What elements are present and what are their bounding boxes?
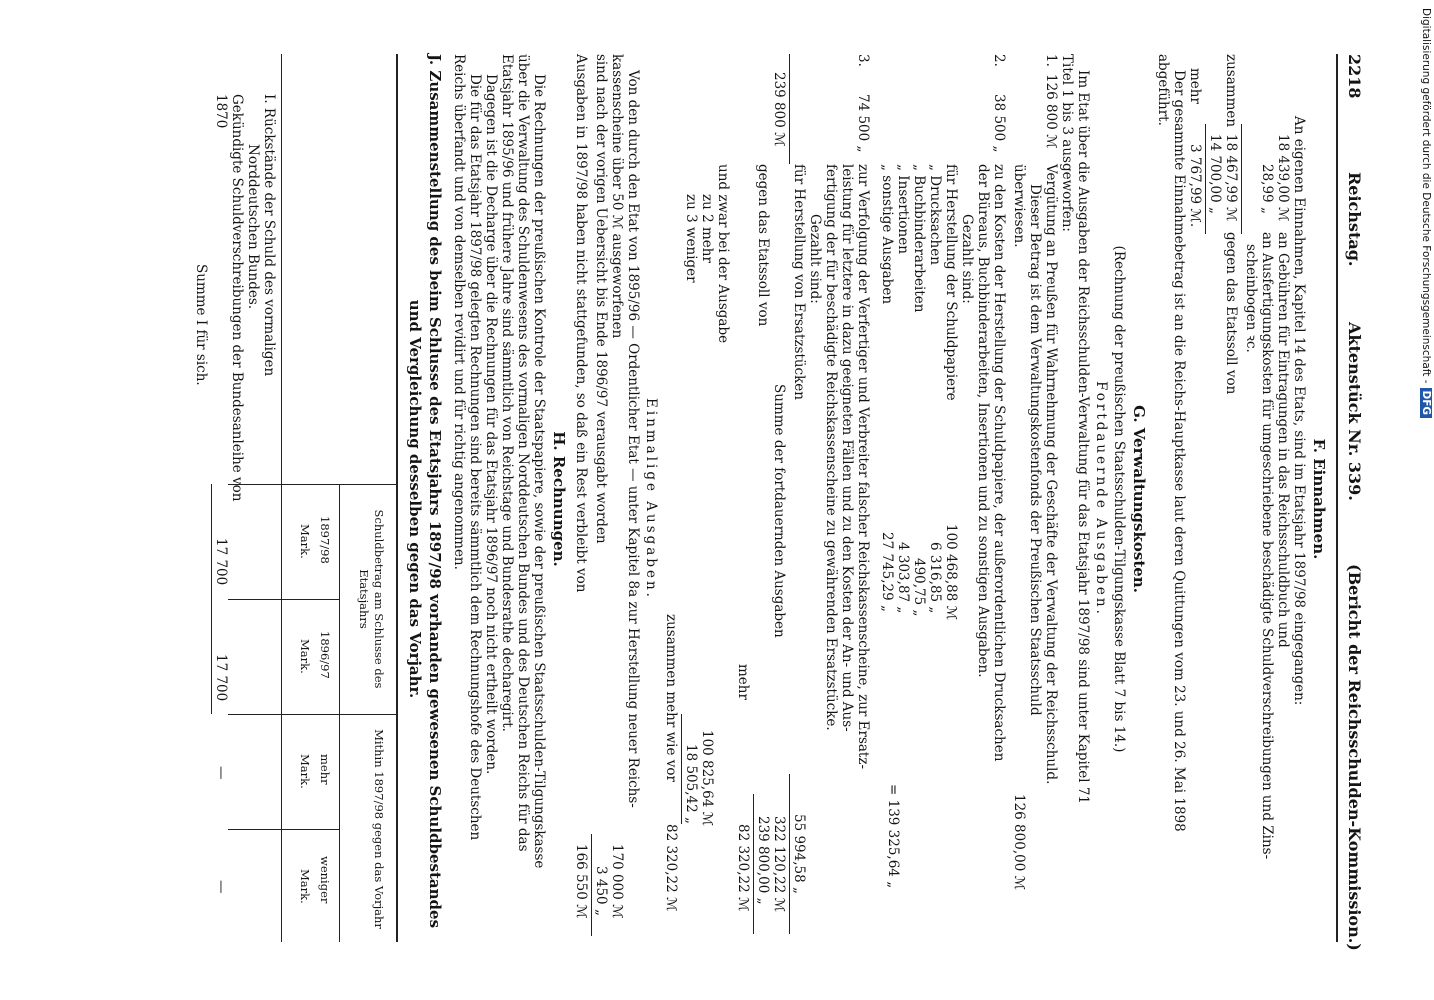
f-mehr-label: mehr [1187,68,1203,104]
section-h-title: H. Rechnungen. [550,431,568,567]
table-vline [228,714,398,715]
g-left-rule [789,54,790,164]
g-t2-num: 2. [991,54,1007,67]
g-t3-num: 3. [855,54,871,67]
section-g-title: G. Verwaltungskosten. [1130,405,1148,593]
g-mehr-amount: 82 320,22 ℳ [735,824,751,912]
g-t2-text2: der Büreaus, Buchbinderarbeiten, Insertionen und zu sonstigen Ausgaben. [975,164,991,678]
g-t2-amount: 38 500 „ [991,94,1007,153]
h-p5: Die für das Etatsjahr 1897/98 gelegten Rechnungen sind bereits sämmtlich dem Rechnungshofe des Deutschen [467,74,483,841]
header-rule [1336,54,1338,942]
g-soll-amount: 239 800,00 „ [755,816,771,905]
dfg-logo: DFG [1420,388,1432,419]
g-zwar: und zwar bei der Ausgabe [715,164,731,344]
g-t2-result: = 139 325,64 „ [885,784,901,889]
g-t1-amount: 126 800 ℳ [1043,74,1059,149]
f-closing-1: Der gesammte Einnahmebetrag ist an die Reichs-Hauptkasse laut deren Quittungen vom 23. und 26. Mai 1898 [1171,70,1187,832]
f-r1-text: an Gebühren für Eintragungen in das Reichsschuldbuch und [1275,232,1291,648]
g-subtitle: (Rechnung der preußischen Staatsschulden-Tilgungskasse Blatt 7 bis 14.) [1111,245,1127,753]
h-p1: Die Rechnungen der preußischen Kontrole der Staatspapiere, sowie der preußischen Staatsschulden-Tilgungskasse [531,74,547,869]
table-head-rule [281,54,282,942]
g-intro-2: Titel 1 bis 3 ausgeworfen: [1059,54,1075,232]
g-right-rule [789,774,790,934]
row1-1896: 17 700 [213,654,229,702]
h-p2: über die Verwaltung des Schuldenwesens des vormaligen Norddeutschen Bundes und des Deutschen Reichs für das [515,54,531,852]
g-e-amount1: 170 000 ℳ [609,844,625,919]
g-t2-text: zu den Kosten der Herstellung der Schuldpapiere, der außerordentlichen Drucksachen [991,164,1007,762]
table-vline [228,599,340,600]
g-t3-gezahlt: Gezahlt sind: [807,214,823,304]
row1-label: Gekündigte Schuldverschreibungen der Bundesanleihe von [229,94,245,502]
g-e-text4: Ausgaben in 1897/98 haben nicht stattgefunden, so daß ein Rest verbleibt von [573,54,589,593]
g-t1-text3: überwiesen. [1011,164,1027,248]
g-e-amount3: 166 550 ℳ [573,844,589,919]
col-unit: Mark. [298,754,312,789]
col-weniger: weniger [318,856,332,904]
f-total-label: zusammen [1223,54,1239,128]
g-zu2-label: zu 2 mehr [699,194,715,263]
summe-label: Summe I für sich. [193,264,209,386]
f-mehr-amount: 3 767,99 ℳ. [1187,144,1203,228]
row1-sum-rule [211,484,212,714]
g-t1-num: 1. [1043,54,1059,67]
g-e-text2: kassenscheine über 50 ℳ ausgeworfenen [609,54,625,339]
table-top-rule [396,54,398,942]
dfg-credit [1420,8,1432,418]
col-mehr: mehr [318,754,332,785]
g-zu3-label: zu 3 weniger [683,194,699,283]
g-zusammen-label: zusammen mehr wie vor [663,614,679,782]
g-t2-item-amount: 490,75 „ [911,558,927,617]
table-vline [228,484,398,485]
g-e-text1: Von den durch den Etat von 1895/96 — Ordentlicher Etat — unter Kapitel 8a zur Herstellung neuer Reichs- [625,70,641,808]
g-t2-item-amount: 4 303,87 „ [895,542,911,614]
table-section-label2: Norddeutschen Bundes. [245,144,261,310]
g-gezahlt: Gezahlt sind: [959,214,975,304]
credit-text: Digitalisierung gefördert durch die Deutsche Forschungsgemeinschaft - [1420,8,1432,384]
table-section-label: I. Rückstände der Schuld des vormaligen [261,94,277,377]
h-p3: Etatsjahr 1895/96 und frühere Jahre sind sämmtlich von Reichstage und Bundesrathe decharegirt. [499,54,515,732]
g-zu-rule [681,714,682,824]
col-unit: Mark. [298,869,312,904]
col-unit: Mark. [298,524,312,559]
col-group-schuldbetrag: Schuldbetrag am Schlusse des Etatsjahrs [357,509,386,689]
g-t3-text: zur Verfolgung der Verfertiger und Verbreiter falscher Reichskassenscheine, zur Ersatz- [855,164,871,770]
h-p4: Dagegen ist die Decharge über die Rechnungen für das Etatsjahr 1896/97 noch nicht ertheilt worden. [483,74,499,775]
g-t3-result: 55 994,58 „ [791,814,807,894]
g-t2-item-label: „ Drucksachen [927,164,943,265]
g-t1-result: 126 800,00 ℳ [1011,794,1027,891]
f-diff-rule [1205,124,1206,234]
section-f-title: F. Einnahmen. [1310,438,1328,560]
g-e-text3: sind nach der vorigen Uebersicht bis Ende 1896/97 verausgabt worden [593,54,609,544]
row1-weniger: — [213,880,229,894]
g-intro-1: Im Etat über die Ausgaben der Reichsschulden-Verwaltung für das Etatsjahr 1897/98 sind unter Kapitel 71 [1075,70,1091,805]
g-mehr-label: mehr [735,664,751,700]
g-t3-text3: fertigung der für beschädigte Reichskassenscheine zu gewährenden Ersatzstücke. [823,164,839,731]
g-e-rule [591,834,592,936]
col-1896: 1896/97 [318,631,332,679]
f-r2-text: an Ausfertigungskosten für umgeschriebene beschädigte Schuldverschreibungen und Zins- [1259,232,1275,860]
table-vline [228,829,340,830]
g-t2-item-label: „ Buchbinderarbeiten [911,164,927,313]
f-total-amount: 18 467,99 ℳ [1223,134,1239,222]
g-t3-amount: 74 500 „ [855,94,871,153]
g-t3-text2: leistung für letztere in dazu geeigneten Fällen und zu den Kosten der An- und Aus- [839,164,855,732]
g-t2-item-amount: 100 468,88 ℳ [943,524,959,621]
f-total-text: gegen das Etatssoll von [1223,232,1239,395]
g-sum-left: 239 800 ℳ [771,72,787,147]
g-e-amount2: 3 450 „ [593,866,609,916]
g-einmalige: Einmalige Ausgaben. [643,398,659,600]
g-zu3-amount: 18 505,42 „ [683,744,699,824]
g-gegen-soll: gegen das Etatssoll von [755,164,771,327]
f-r2-cont: scheinbogen ꝛc. [1243,244,1259,353]
row1-label2: 1870 [213,94,229,129]
g-t1-text: Vergütung an Preußen für Wahrnehmung der Geschäfte der Verwaltung der Reichsschuld. [1043,164,1059,785]
f-r2-amount: 28,99 „ [1259,164,1275,214]
g-summe-amount: 322 120,22 ℳ [771,816,787,913]
h-p6: Reichs überfandt und von demselben revidirt und für richtig angenommen. [451,54,467,570]
page-number: 2218 [1345,54,1364,99]
g-zu2-amount: 100 825,64 ℳ [699,730,715,827]
row1-1897: 17 700 [213,538,229,586]
g-t3-item: für Herstellung von Ersatzstücken [791,164,807,400]
g-t2-item-label: „ sonstige Ausgaben [879,164,895,305]
g-t2-item-amount: 6 316,85 „ [927,542,943,614]
f-soll-amount: 14 700,00 „ [1207,134,1223,214]
table-subhead-rule [339,484,340,942]
section-j-title2: und Vergleichung desselben gegen das Vorjahr. [406,299,424,699]
g-t1-text2: Dieser Betrag ist dem Verwaltungskostenfonds der Preußischen Staatsschuld [1027,184,1043,716]
g-t2-item-label: „ Insertionen [895,164,911,254]
g-mehr-rule [753,794,754,934]
section-j-title: J. Zusammenstellung des beim Schlusse des Etatsjahrs 1897/98 vorhanden gewesenen Schuldbestandes [426,54,444,929]
g-t2-item-label: für Herstellung der Schuldpapiere [943,164,959,401]
col-unit: Mark. [298,639,312,674]
f-r1-amount: 18 439,00 ℳ [1275,134,1291,222]
row1-mehr: — [213,766,229,780]
f-closing-2: abgeführt. [1155,54,1171,126]
col-group-mithin: Mithin 1897/98 gegen das Vorjahr [372,729,386,929]
g-t2-item-amount: 27 745,29 „ [879,532,895,612]
f-intro: An eigenen Einnahmen, Kapitel 14 des Etats, sind im Etatsjahr 1897/98 eingegangen: [1291,116,1307,706]
header-aktenstueck: Aktenstück Nr. 339. [1345,322,1364,501]
g-fortdauernde: Fortdauernde Ausgaben. [1093,381,1109,617]
rotated-document-page [52,54,1364,951]
header-reichstag: Reichstag. [1345,172,1364,267]
f-sum-rule [1241,124,1242,234]
header-commission: (Bericht der Reichsschulden-Kommission.) [1345,564,1364,951]
col-1897: 1897/98 [318,516,332,564]
g-summe-label: Summe der fortdauernden Ausgaben [771,384,787,638]
g-zusammen-amount: 82 320,22 ℳ [663,824,679,912]
